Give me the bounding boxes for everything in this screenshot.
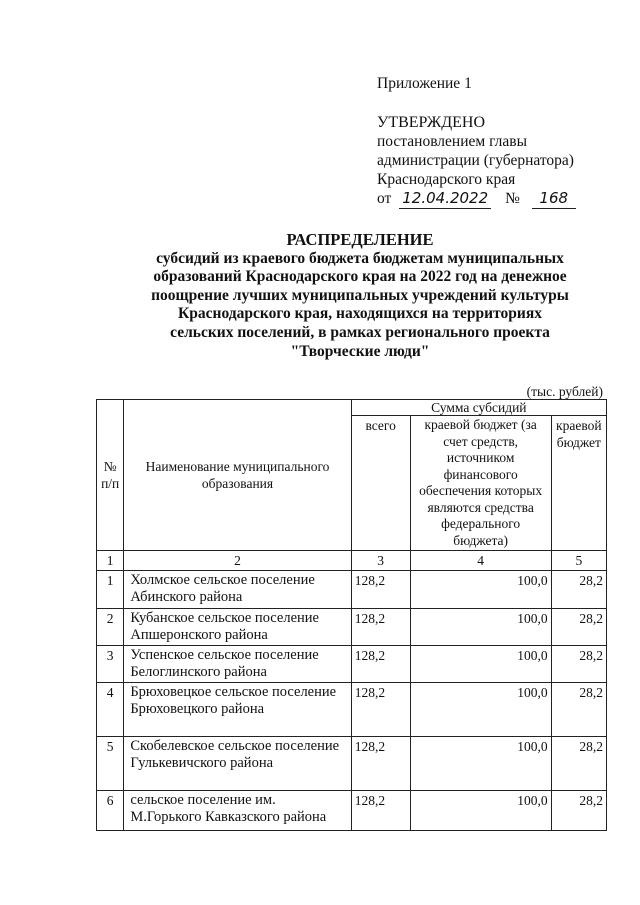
row-regional: 28,2: [551, 571, 606, 609]
table-row: [97, 737, 607, 791]
column-number: 3: [351, 551, 410, 571]
order-date: 12.04.2022: [399, 189, 491, 209]
row-number: 6: [97, 791, 124, 831]
row-regional-federal: 100,0: [410, 571, 551, 609]
row-municipality: Кубанское сельское поселение Апшеронского района: [124, 609, 351, 646]
row-municipality: Скобелевское сельское поселение Гулькевичского района: [124, 737, 351, 791]
row-regional: 28,2: [551, 646, 606, 683]
header-regional-federal: краевой бюджет (за счет средств, источником финансового обеспечения которых являются средства федерального бюджета): [410, 416, 551, 551]
title-line: "Творческие люди": [290, 342, 430, 360]
approval-line: Краснодарского края: [377, 171, 516, 188]
row-municipality: сельское поселение им. М.Горького Кавказского района: [124, 791, 351, 831]
row-regional: 28,2: [551, 791, 606, 831]
units-label: (тыс. рублей): [526, 384, 603, 399]
table-row: [97, 646, 607, 683]
row-total: 128,2: [351, 571, 410, 609]
row-total: 128,2: [351, 609, 410, 646]
table-row: [97, 609, 607, 646]
row-number: 5: [97, 737, 124, 791]
row-regional-federal: 100,0: [410, 683, 551, 737]
title-line: сельских поселений, в рамках регионального проекта: [170, 323, 550, 341]
header-total: всего: [351, 416, 410, 551]
row-municipality: Брюховецкое сельское поселение Брюховецкого района: [124, 683, 351, 737]
header-regional: краевой бюджет: [551, 416, 606, 551]
row-municipality: Успенское сельское поселение Белоглинского района: [124, 646, 351, 683]
header-sum: Сумма субсидий: [351, 400, 606, 416]
row-regional-federal: 100,0: [410, 737, 551, 791]
appendix-label: Приложение 1: [377, 75, 472, 92]
row-total: 128,2: [351, 737, 410, 791]
row-total: 128,2: [351, 646, 410, 683]
column-number: 5: [551, 551, 606, 571]
approved-label: УТВЕРЖДЕНО: [377, 114, 486, 131]
title-heading: РАСПРЕДЕЛЕНИЕ: [286, 230, 434, 249]
header-name: Наименование муниципального образования: [124, 400, 351, 551]
order-line: [377, 189, 576, 209]
row-regional-federal: 100,0: [410, 609, 551, 646]
table-row: [97, 571, 607, 609]
row-regional-federal: 100,0: [410, 791, 551, 831]
document-title: [60, 231, 640, 361]
number-label: №: [505, 190, 520, 207]
column-number-row: [97, 551, 607, 571]
row-total: 128,2: [351, 683, 410, 737]
row-regional: 28,2: [551, 737, 606, 791]
from-label: от: [377, 190, 392, 207]
approval-line: постановлением главы: [377, 133, 527, 150]
row-regional: 28,2: [551, 609, 606, 646]
row-regional: 28,2: [551, 683, 606, 737]
column-number: 2: [124, 551, 351, 571]
row-municipality: Холмское сельское поселение Абинского района: [124, 571, 351, 609]
table-row: [97, 791, 607, 831]
table-row: [97, 683, 607, 737]
order-number: 168: [532, 189, 576, 209]
subsidy-table: [96, 399, 607, 831]
header-row: [97, 400, 607, 416]
row-regional-federal: 100,0: [410, 646, 551, 683]
title-line: субсидий из краевого бюджета бюджетам муниципальных: [156, 249, 564, 267]
row-total: 128,2: [351, 791, 410, 831]
header-no: № п/п: [97, 400, 124, 551]
row-number: 1: [97, 571, 124, 609]
title-line: Краснодарского края, находящихся на территориях: [178, 305, 542, 323]
row-number: 3: [97, 646, 124, 683]
approval-line: администрации (губернатора): [377, 152, 574, 169]
title-line: образований Краснодарского края на 2022 год на денежное: [153, 268, 567, 286]
column-number: 4: [410, 551, 551, 571]
approval-stamp: [377, 74, 576, 209]
title-line: поощрение лучших муниципальных учреждений культуры: [151, 286, 569, 304]
row-number: 4: [97, 683, 124, 737]
column-number: 1: [97, 551, 124, 571]
row-number: 2: [97, 609, 124, 646]
